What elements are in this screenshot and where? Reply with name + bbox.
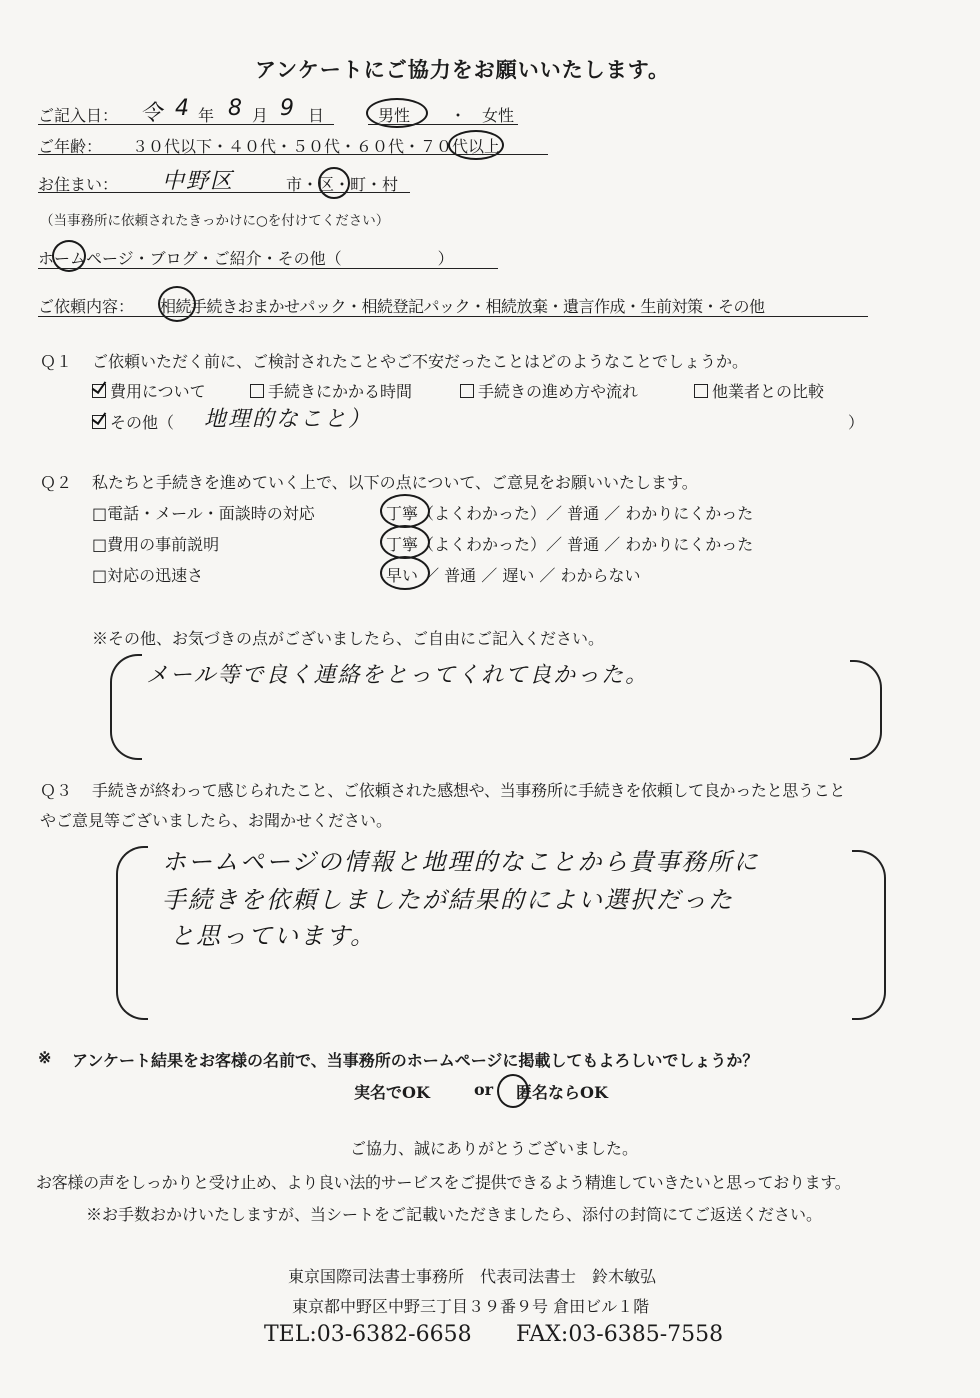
thanks-line3: ※お手数おかけいたしますが、当シートをご記載いただきましたら、添付の封筒にてご返送ください。	[86, 1205, 823, 1224]
q1-option-other	[92, 410, 174, 433]
gender-underline	[368, 124, 518, 125]
age-underline	[38, 154, 548, 155]
publish-mark: ※	[38, 1048, 52, 1067]
request-underline	[38, 316, 868, 317]
trigger-options: ホームページ・ブログ・ご紹介・その他（ ）	[38, 249, 454, 268]
month-unit: 月	[252, 106, 269, 125]
q2-row3-label: □対応の迅速さ	[92, 566, 204, 585]
gender-male: 男性	[378, 106, 411, 125]
gender-female: 女性	[482, 106, 515, 125]
q1-compare-label: 他業者との比較	[712, 382, 825, 401]
publish-option-real[interactable]: 実名でOK	[354, 1083, 430, 1102]
entry-date-label: ご記入日：	[38, 106, 119, 125]
q1-other-close: ）	[848, 413, 865, 432]
q1-option-cost	[92, 379, 206, 402]
q1-process-label: 手続きの進め方や流れ	[478, 382, 639, 401]
publish-question: アンケート結果をお客様の名前で、当事務所のホームページに掲載してもよろしいでしょうか？	[72, 1051, 759, 1070]
q3-answer-line3: と思っています。	[170, 922, 377, 950]
q3-number: Ｑ３	[40, 781, 73, 800]
office-fax: FAX:03-6385-7558	[516, 1322, 724, 1347]
q1-number: Ｑ１	[40, 352, 73, 371]
age-70s-circle	[448, 130, 504, 160]
publish-option-anon[interactable]: 匿名ならOK	[516, 1083, 608, 1102]
q1-other-label: その他（	[110, 413, 175, 432]
entry-date-underline	[38, 124, 334, 125]
q2-row2-label: □費用の事前説明	[92, 535, 220, 554]
age-options: ３０代以下・４０代・５０代・６０代・７０代以上	[132, 137, 501, 156]
anon-selected-circle	[497, 1074, 529, 1108]
page-title: アンケートにご協力をお願いいたします。	[255, 57, 671, 82]
q1-cost-label: 費用について	[110, 382, 206, 401]
q1-other-checkbox[interactable]	[92, 415, 106, 429]
q1-option-compare	[694, 379, 824, 402]
entry-year: 4	[175, 96, 191, 121]
q3-question-line2: やご意見等ございましたら、お聞かせください。	[40, 811, 393, 830]
q3-answer-line1: ホームページの情報と地理的なことから貴事務所に	[162, 848, 760, 876]
q2-row3-selected-circle	[380, 556, 430, 590]
q2-question: 私たちと手続きを進めていく上で、以下の点について、ご意見をお願いいたします。	[92, 473, 698, 492]
request-label: ご依頼内容：	[38, 297, 135, 316]
request-options: 相続手続きおまかせパック・相続登記パック・相続放棄・遺言作成・生前対策・その他	[160, 297, 765, 316]
q2-note: ※その他、お気づきの点がございましたら、ご自由にご記入ください。	[92, 629, 605, 648]
q1-time-label: 手続きにかかる時間	[268, 382, 413, 401]
q1-process-checkbox[interactable]	[460, 384, 474, 398]
ward-selected-circle	[318, 167, 350, 199]
q3-answer-line2: 手続きを依頼しましたが結果的によい選択だった	[162, 886, 734, 914]
gender-sep: ・	[450, 106, 467, 125]
q2-answer: メール等で良く連絡をとってくれて良かった。	[146, 663, 650, 688]
trigger-note: （当事務所に依頼されたきっかけに○を付けてください）	[40, 213, 390, 229]
thanks-line1: ご協力、誠にありがとうございました。	[350, 1139, 639, 1158]
q2-row1-label: □電話・メール・面談時の対応	[92, 504, 315, 523]
q2-row2-selected-circle	[380, 525, 430, 559]
residence-underline	[38, 192, 410, 193]
thanks-line2: お客様の声をしっかりと受け止め、より良い法的サービスをご提供できるよう精進していきたいと思っております。	[36, 1173, 851, 1192]
age-label: ご年齢：	[38, 137, 103, 156]
trigger-underline	[38, 268, 498, 269]
q3-answer-bracket-left	[116, 846, 148, 1020]
q2-answer-bracket-right	[850, 660, 882, 760]
q3-question-line1: 手続きが終わって感じられたこと、ご依頼された感想や、当事務所に手続きを依頼して良かったと思うこと	[92, 781, 846, 800]
q2-row1-selected-circle	[380, 494, 430, 528]
q1-option-time	[250, 379, 412, 402]
publish-or: or	[474, 1080, 494, 1099]
q3-answer-bracket-right	[852, 850, 886, 1020]
office-tel: TEL:03-6382-6658	[264, 1322, 472, 1347]
q1-compare-checkbox[interactable]	[694, 384, 708, 398]
entry-day: 9	[280, 96, 296, 121]
day-unit: 日	[308, 106, 325, 125]
q1-question: ご依頼いただく前に、ご検討されたことやご不安だったことはどのようなことでしょうか。	[92, 352, 749, 371]
entry-month: 8	[228, 96, 244, 121]
office-name: 東京国際司法書士事務所 代表司法書士 鈴木敏弘	[288, 1267, 657, 1286]
residence-label: お住まい：	[38, 175, 119, 194]
year-unit: 年	[198, 106, 215, 125]
q2-number: Ｑ２	[40, 473, 73, 492]
q2-row1-options: 丁寧（よくわかった）／ 普通 ／ わかりにくかった	[386, 504, 754, 523]
q2-answer-bracket-left	[110, 654, 142, 760]
residence-units: 市・区・町・村	[286, 175, 399, 194]
q1-cost-checkbox[interactable]	[92, 384, 106, 398]
q1-time-checkbox[interactable]	[250, 384, 264, 398]
q2-row2-options: 丁寧（よくわかった）／ 普通 ／ わかりにくかった	[386, 535, 754, 554]
q1-other-answer: 地理的なこと）	[204, 407, 373, 432]
q1-option-process	[460, 379, 638, 402]
residence-value: 中野区	[162, 169, 235, 194]
q2-row3-options: 早い ／ 普通 ／ 遅い ／ わからない	[386, 566, 641, 585]
office-address: 東京都中野区中野三丁目３９番９号 倉田ビル１階	[292, 1297, 650, 1316]
entry-era: 令	[140, 101, 165, 126]
